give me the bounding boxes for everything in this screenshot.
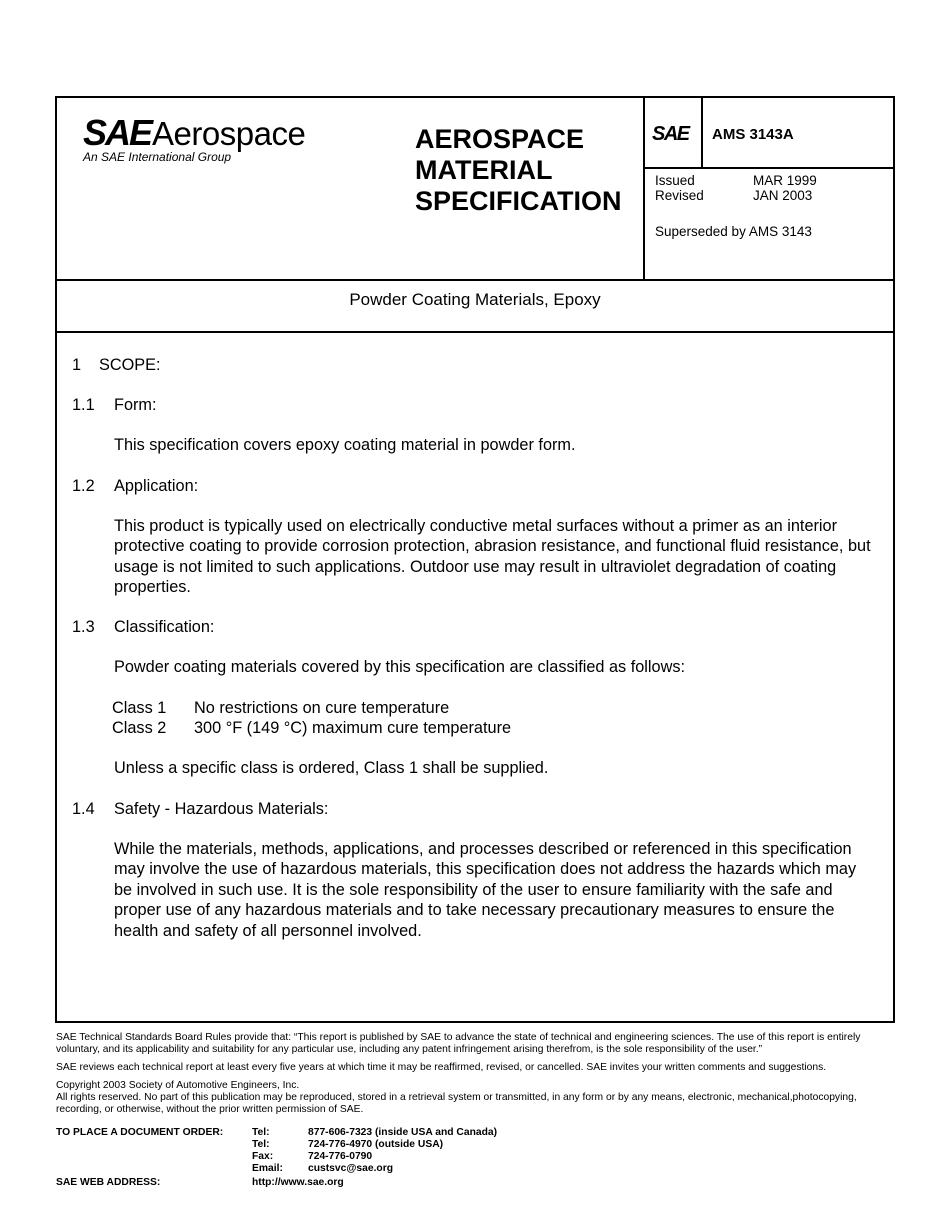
section-text: This product is typically used on electrically conductive metal surfaces without a primer as an interior protective coating to provide corrosion protection, abrasion resistance, and functional fluid resistance, but usage is not limited to such applications. Outdoor use may result in ultraviolet degradation of coating properties. [114, 517, 871, 597]
review-notice: SAE reviews each technical report at least every five years at which time it may be reaffirmed, revised, or cancelled. SAE invites your written comments and suggestions. [56, 1062, 827, 1073]
contact-value: 877-606-7323 (inside USA and Canada) [308, 1127, 498, 1138]
classification-note: Unless a specific class is ordered, Class 1 shall be supplied. [114, 759, 549, 777]
superseded-note: Superseded by AMS 3143 [655, 224, 812, 239]
sae-aerospace-logo [83, 112, 306, 164]
section-text: This specification covers epoxy coating material in powder form. [114, 436, 576, 454]
section-title: Form: [114, 396, 157, 414]
logo-tagline: An SAE International Group [83, 150, 232, 164]
document-frame [55, 96, 895, 1023]
spec-info-box [643, 98, 895, 279]
class-name: Class 1 [112, 699, 167, 717]
email-link[interactable]: custsvc@sae.org [308, 1163, 394, 1174]
section-number: 1.4 [72, 800, 95, 818]
sae-mini-logo [645, 98, 703, 167]
class-desc: No restrictions on cure temperature [194, 699, 450, 717]
document-title-bar [57, 279, 893, 333]
contact-key: Tel: [252, 1127, 270, 1138]
web-label: SAE WEB ADDRESS: [56, 1177, 161, 1188]
header [57, 98, 893, 281]
section-number: 1.1 [72, 396, 95, 414]
doc-type-title [415, 124, 622, 217]
logo-name: Aerospace [152, 115, 306, 152]
web-url-link[interactable]: http://www.sae.org [252, 1177, 344, 1188]
order-label: TO PLACE A DOCUMENT ORDER: [56, 1127, 224, 1138]
section-title: Safety - Hazardous Materials: [114, 800, 329, 818]
section-text: While the materials, methods, applications, and processes described or referenced in this specification may involve the use of hazardous materials, this specification does not address the hazards which may be involved in such use. It is the sole responsibility of the user to ensure familiarity with the safe and proper use of any hazardous materials and to take necessary precautionary measures to ensure the health and safety of all personnel involved. [114, 840, 857, 940]
spec-number: AMS 3143A [712, 126, 794, 143]
contact-value: 724-776-4970 (outside USA) [308, 1139, 444, 1150]
doc-type-line: AEROSPACE [415, 124, 585, 154]
revised-label: Revised [655, 188, 704, 203]
copyright-notice: Copyright 2003 Society of Automotive Engineers, Inc. [56, 1080, 300, 1091]
footer-notices [56, 1032, 896, 1116]
doc-type-line: MATERIAL [415, 155, 553, 185]
class-row [112, 718, 511, 738]
rights-notice: All rights reserved. No part of this publication may be reproduced, stored in a retrieval system or transmitted, in any form or by any means, electronic, mechanical,photocopying, recording, or otherwise, without the prior written permission of SAE. [56, 1092, 857, 1115]
mini-logo-text: SAE [652, 123, 689, 145]
issue-dates [655, 173, 817, 203]
section-number: 1.3 [72, 618, 95, 636]
rules-notice: SAE Technical Standards Board Rules provide that: “This report is published by SAE to advance the state of technical and engineering sciences. The use of this report is entirely voluntary, and its applicability and suitability for any particular use, including any patent infringement arising therefrom, is the sole responsibility of the user.” [56, 1032, 861, 1055]
section-title: Classification: [114, 618, 215, 636]
revised-date: JAN 2003 [753, 188, 813, 203]
issued-label: Issued [655, 173, 695, 188]
section-title: Application: [114, 477, 199, 495]
section-number: 1.2 [72, 477, 95, 495]
contact-key: Tel: [252, 1139, 270, 1150]
section-number: 1 [72, 356, 82, 374]
contact-key: Fax: [252, 1151, 274, 1162]
class-desc: 300 °F (149 °C) maximum cure temperature [194, 719, 512, 737]
doc-type-line: SPECIFICATION [415, 186, 622, 216]
section-title: SCOPE: [99, 356, 161, 374]
document-title: Powder Coating Materials, Epoxy [349, 290, 601, 309]
issued-date: MAR 1999 [753, 173, 817, 188]
contact-value: 724-776-0790 [308, 1151, 373, 1162]
contact-key: Email: [252, 1163, 283, 1174]
classification-intro: Powder coating materials covered by this specification are classified as follows: [114, 658, 686, 676]
logo-brand: SAE [83, 112, 152, 153]
class-name: Class 2 [112, 719, 167, 737]
class-row [112, 698, 449, 718]
